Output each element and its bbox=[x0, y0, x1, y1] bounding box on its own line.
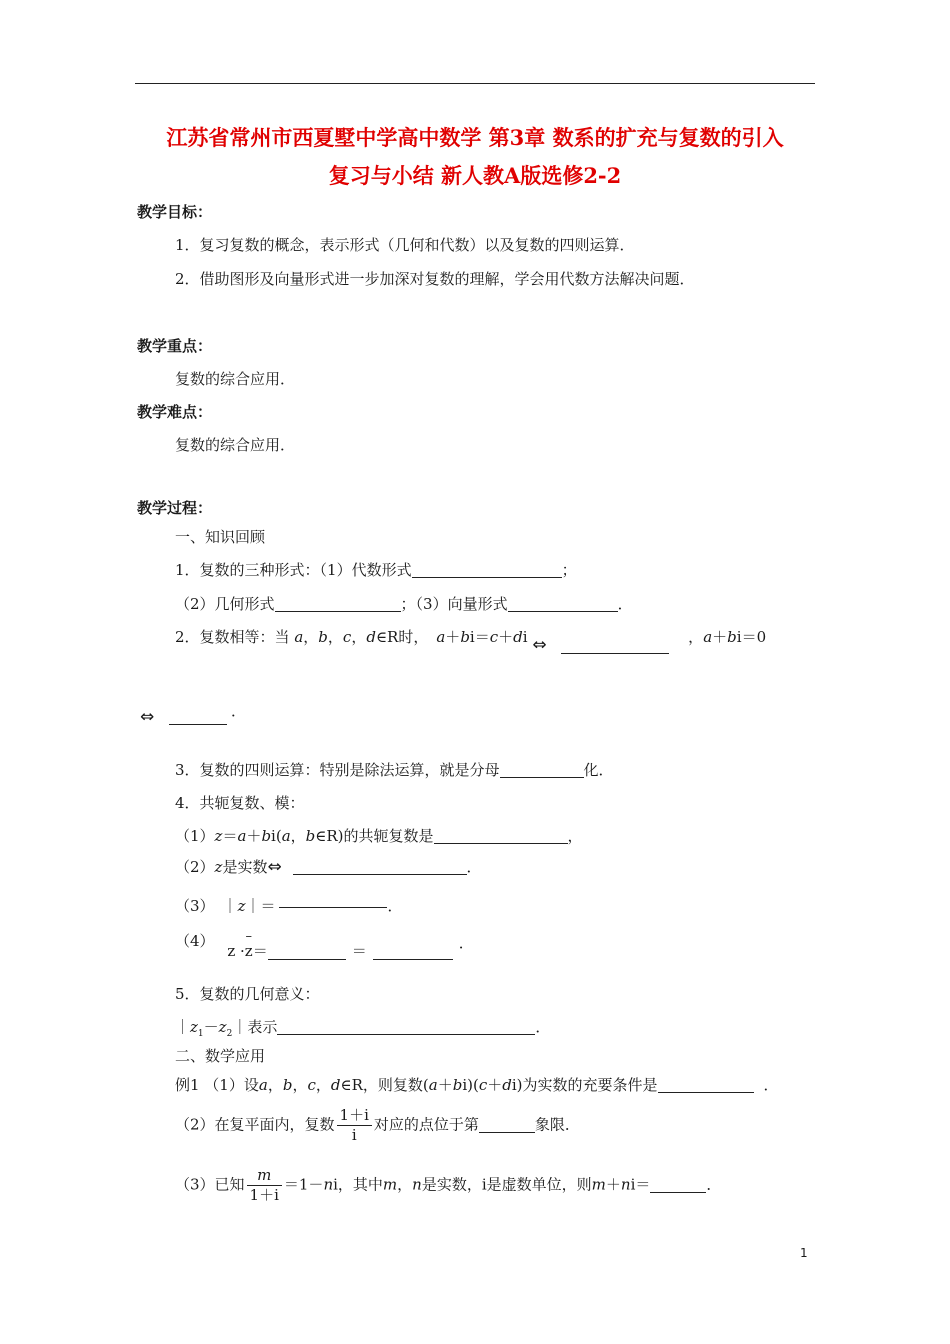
question-4: 4．共轭复数、模： bbox=[175, 794, 305, 812]
question-4-3: （3） ｜z｜＝ ． bbox=[175, 892, 403, 916]
key-point-heading: 教学重点： bbox=[137, 337, 213, 355]
question-1-continued: （2）几何形式 ；（3）向量形式 ． bbox=[175, 595, 633, 613]
question-4-1: （1）z＝a＋bi(a，b∈R)的共轭复数是 ， bbox=[175, 827, 583, 845]
blank-geometric-meaning bbox=[277, 1019, 535, 1035]
blank-product-2 bbox=[373, 944, 453, 960]
example-1-2: （2）在复平面内，复数 $\frac{1+i}{i}$ 对应的点位于第 象限． bbox=[175, 1106, 580, 1144]
question-2-continued: ⇔ ． bbox=[140, 702, 247, 727]
blank-vector-form bbox=[508, 596, 618, 612]
blank-product-1 bbox=[268, 944, 346, 960]
conjugate-bar: – bbox=[245, 929, 252, 944]
blank-geometric-form bbox=[275, 596, 401, 612]
question-5: 5．复数的几何意义： bbox=[175, 985, 320, 1003]
blank-algebraic-form bbox=[412, 562, 562, 578]
equivalence-arrow: ⇔ bbox=[267, 857, 282, 877]
example-1-1: 例1 （1）设a，b，c，d∈R，则复数(a＋bi)(c＋di)为实数的充要条件是 ． bbox=[175, 1076, 779, 1094]
fraction-m-over-1-plus-i: $\frac{m}{1+i}$ bbox=[247, 1166, 282, 1205]
goals-heading: 教学目标： bbox=[137, 203, 213, 221]
process-heading: 教学过程： bbox=[137, 499, 213, 517]
page-number: 1 bbox=[800, 1246, 808, 1260]
fraction-1-plus-i-over-i: $\frac{1+i}{i}$ bbox=[337, 1106, 372, 1145]
difficulty-heading: 教学难点： bbox=[137, 403, 213, 421]
blank-conjugate bbox=[434, 828, 568, 844]
equivalence-arrow: ⇔ bbox=[532, 635, 547, 655]
example-1-3: （3）已知 $\frac{m}{1+i}$ ＝1－ni，其中m，n是实数，i是虚数单位，则m＋ni＝ ． bbox=[175, 1166, 722, 1204]
blank-real-condition-example bbox=[658, 1077, 754, 1093]
equivalence-arrow: ⇔ bbox=[140, 707, 155, 727]
difficulty-text: 复数的综合应用． bbox=[175, 436, 296, 454]
goal-item-1: 1．复习复数的概念，表示形式（几何和代数）以及复数的四则运算． bbox=[175, 236, 635, 254]
document-title-line1: 江苏省常州市西夏墅中学高中数学 第3章 数系的扩充与复数的引入 bbox=[166, 125, 784, 150]
question-4-4: （4） z · – z＝ ＝ ． bbox=[175, 929, 474, 960]
question-3: 3．复数的四则运算：特别是除法运算，就是分母 化． bbox=[175, 761, 614, 779]
section-knowledge-review: 一、知识回顾 bbox=[175, 528, 266, 546]
question-4-2: （2）z是实数⇔ ． bbox=[175, 857, 482, 877]
question-5-1: $|z_1-z_2|$表示 ． bbox=[175, 1018, 551, 1039]
blank-zero-condition bbox=[169, 709, 227, 725]
section-math-application: 二、数学应用 bbox=[175, 1047, 266, 1065]
blank-quadrant bbox=[479, 1117, 535, 1133]
blank-real-condition bbox=[293, 859, 467, 875]
document-title-line2: 复习与小结 新人教A版选修2-2 bbox=[328, 163, 622, 188]
blank-m-plus-ni bbox=[650, 1177, 706, 1193]
blank-modulus bbox=[279, 892, 387, 908]
blank-equality-condition bbox=[561, 638, 669, 654]
key-point-text: 复数的综合应用． bbox=[175, 370, 296, 388]
question-1: 1．复数的三种形式：（1）代数形式 ； bbox=[175, 561, 577, 579]
question-2: 2．复数相等：当 a，b，c，d∈R时， a＋bi＝c＋di ⇔ ，a＋bi＝0 bbox=[175, 628, 767, 655]
blank-denominator bbox=[500, 762, 584, 778]
header-rule bbox=[135, 83, 815, 84]
goal-item-2: 2．借助图形及向量形式进一步加深对复数的理解，学会用代数方法解决问题． bbox=[175, 270, 695, 288]
